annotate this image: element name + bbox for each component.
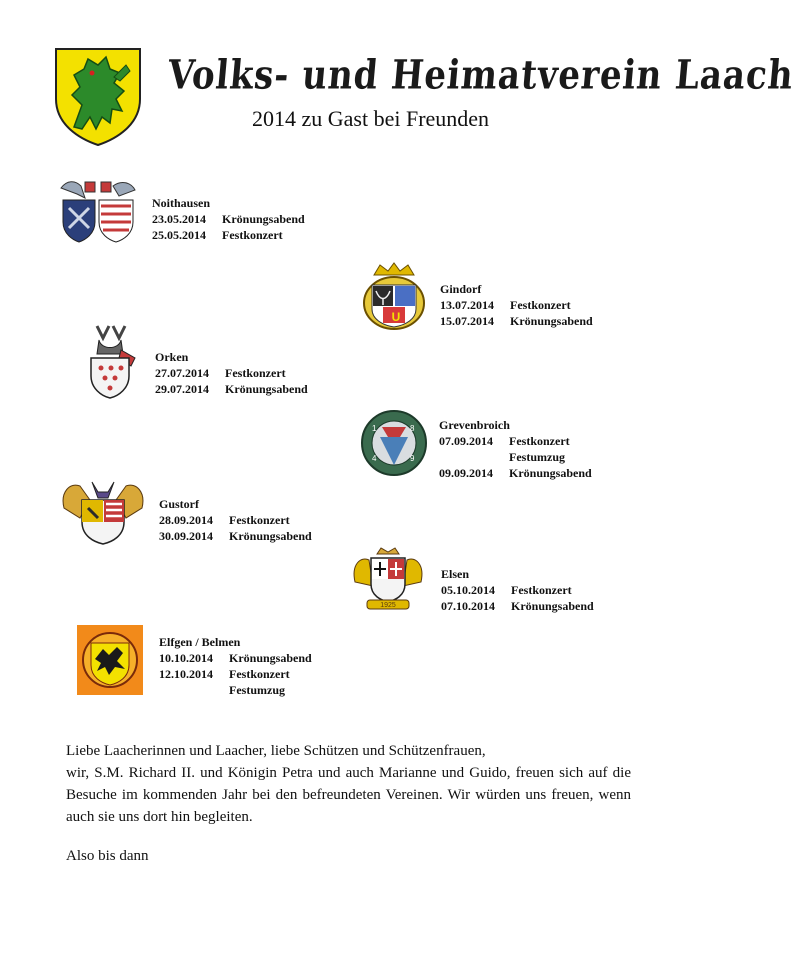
event-date: 13.07.2014: [440, 298, 494, 312]
event-name: Krönungsabend: [510, 314, 593, 328]
page-subtitle: 2014 zu Gast bei Freunden: [252, 106, 490, 131]
event-date: 09.09.2014: [439, 466, 493, 480]
svg-text:1: 1: [372, 424, 377, 433]
club-name: Grevenbroich: [439, 418, 510, 432]
event-name: Festumzug: [229, 683, 285, 697]
event-name: Krönungsabend: [229, 529, 312, 543]
event-name: Krönungsabend: [222, 212, 305, 226]
event-date: 07.09.2014: [439, 434, 493, 448]
elsen-crest-icon: [351, 546, 425, 610]
elsen-crest-year: 1925: [380, 602, 396, 609]
event-row: [439, 449, 592, 465]
letter-greeting: Liebe Laacherinnen und Laacher, liebe Schützen und Schützenfrauen,: [66, 743, 486, 759]
event-row: [155, 381, 308, 397]
club-name: Gindorf: [440, 282, 482, 296]
event-row: [159, 666, 312, 682]
event-row: [152, 211, 305, 227]
club-gustorf: [159, 496, 312, 544]
svg-text:4: 4: [372, 454, 377, 463]
event-date: 28.09.2014: [159, 513, 213, 527]
laach-crest-icon: [54, 47, 142, 147]
event-name: Festumzug: [509, 450, 565, 464]
club-name: Orken: [155, 350, 189, 364]
event-name: Festkonzert: [509, 434, 570, 448]
club-elsen: [441, 566, 594, 614]
club-name: Noithausen: [152, 196, 211, 210]
event-name: Krönungsabend: [229, 651, 312, 665]
event-row: [159, 512, 312, 528]
noithausen-crest-icon: [55, 178, 141, 244]
svg-text:U: U: [391, 310, 401, 324]
svg-text:9: 9: [410, 454, 415, 463]
event-name: Krönungsabend: [511, 599, 594, 613]
orken-crest-icon: [83, 322, 139, 400]
event-name: Festkonzert: [229, 513, 290, 527]
event-row: [152, 227, 305, 243]
letter-signoff: Also bis dann: [66, 848, 149, 864]
letter-body: [66, 740, 631, 828]
svg-text:8: 8: [410, 424, 415, 433]
event-date: 15.07.2014: [440, 314, 494, 328]
club-grevenbroich: [439, 417, 592, 481]
club-orken: [155, 349, 308, 397]
event-name: Festkonzert: [225, 366, 286, 380]
event-row: [440, 313, 593, 329]
event-name: Festkonzert: [222, 228, 283, 242]
club-elfgen-belmen: [159, 634, 312, 698]
event-row: [159, 682, 312, 698]
grevenbroich-crest-icon: [360, 409, 428, 477]
letter-paragraph: wir, S.M. Richard II. und Königin Petra und auch Marianne und Guido, freuen sich auf die Besuche im kommenden Jahr bei den befreundeten Vereinen. Wir würden uns freuen, wenn auch sie uns dort hin begleiten.: [66, 765, 631, 825]
event-date: 05.10.2014: [441, 583, 495, 597]
club-name: Elfgen / Belmen: [159, 635, 241, 649]
event-date: 25.05.2014: [152, 228, 206, 242]
event-date: 23.05.2014: [152, 212, 206, 226]
club-gindorf: [440, 281, 593, 329]
event-row: [439, 465, 592, 481]
event-row: [441, 598, 594, 614]
gustorf-crest-icon: [60, 478, 146, 546]
club-name: Elsen: [441, 567, 470, 581]
event-date: 27.07.2014: [155, 366, 209, 380]
event-name: Krönungsabend: [225, 382, 308, 396]
event-date: 10.10.2014: [159, 651, 213, 665]
event-name: Festkonzert: [229, 667, 290, 681]
event-row: [159, 528, 312, 544]
event-date: 29.07.2014: [155, 382, 209, 396]
gindorf-crest-icon: [360, 261, 428, 331]
event-row: [439, 433, 592, 449]
club-noithausen: [152, 195, 305, 243]
event-row: [441, 582, 594, 598]
event-row: [155, 365, 308, 381]
event-date: 30.09.2014: [159, 529, 213, 543]
event-name: Festkonzert: [510, 298, 571, 312]
event-name: Festkonzert: [511, 583, 572, 597]
elfgen-crest-icon: [77, 625, 143, 695]
event-row: [440, 297, 593, 313]
page-title: Volks- und Heimatverein Laach: [165, 52, 796, 100]
event-row: [159, 650, 312, 666]
club-name: Gustorf: [159, 497, 199, 511]
event-name: Krönungsabend: [509, 466, 592, 480]
event-date: 07.10.2014: [441, 599, 495, 613]
event-date: 12.10.2014: [159, 667, 213, 681]
